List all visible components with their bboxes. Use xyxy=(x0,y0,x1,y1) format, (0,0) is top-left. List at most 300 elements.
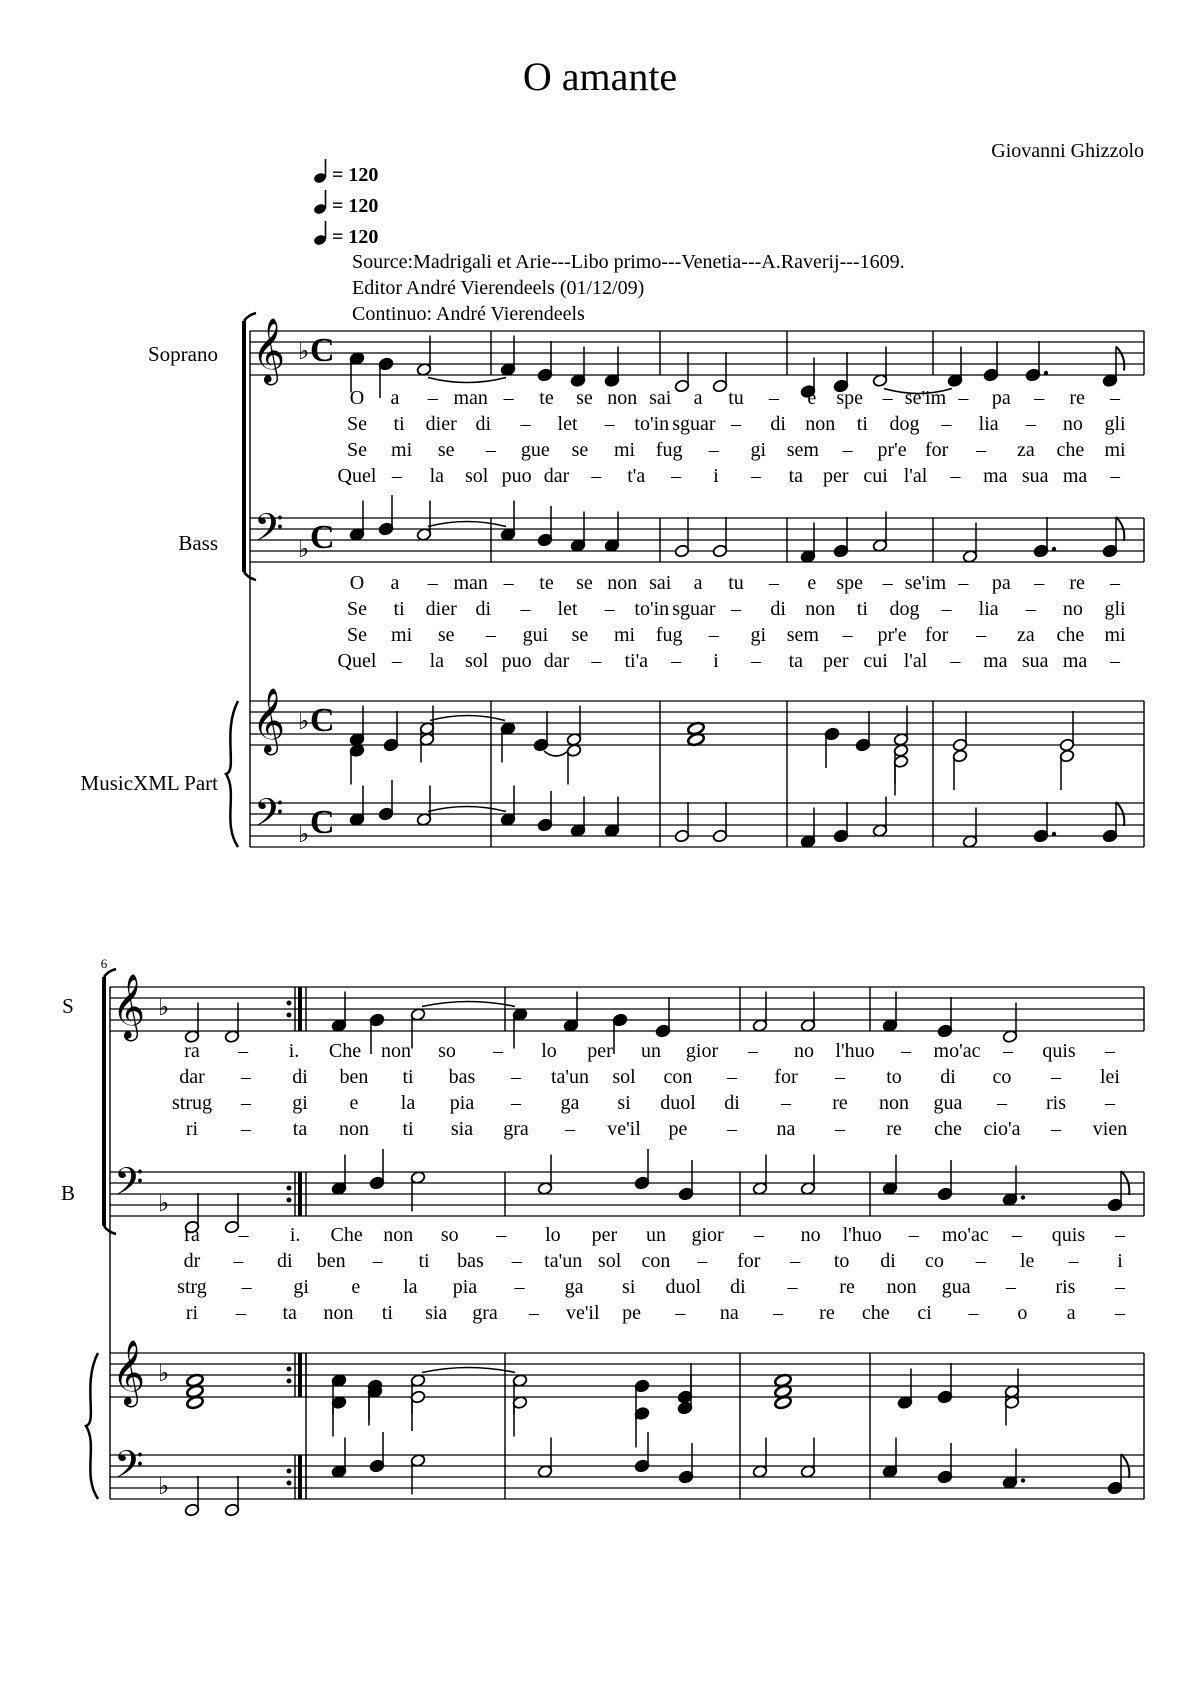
quarter-note xyxy=(1025,341,1048,382)
part-name-bass: Bass xyxy=(178,531,218,555)
quarter-note xyxy=(882,1155,898,1196)
lyric-syllable: – xyxy=(1034,572,1045,594)
lyric-syllable: gi xyxy=(750,624,767,646)
lyric-syllable: l'al xyxy=(903,650,928,672)
tempo-mark xyxy=(313,190,379,217)
half-note xyxy=(952,711,968,752)
quarter-note xyxy=(378,780,394,821)
lyric-syllable: lei xyxy=(1100,1066,1120,1088)
lyric-syllable: le xyxy=(1019,1250,1035,1272)
quarter-note xyxy=(678,1443,694,1484)
quarter-note xyxy=(678,1160,694,1201)
lyric-syllable: – xyxy=(241,1118,251,1140)
lyric-syllable: – xyxy=(842,624,853,646)
lyric-syllable: dier xyxy=(425,413,457,435)
lyric-syllable: – xyxy=(787,1276,798,1298)
lyric-syllable: – xyxy=(835,1118,845,1140)
lyric-syllable: – xyxy=(391,650,402,672)
time-signature: C xyxy=(310,332,335,369)
repeat-dot xyxy=(287,1186,292,1191)
lyric-syllable: gli xyxy=(1104,413,1126,435)
lyric-syllable: e xyxy=(807,387,817,409)
lyric-syllable: – xyxy=(372,1250,383,1272)
lyric-syllable: to'in xyxy=(634,598,670,620)
lyric-syllable: cio'a xyxy=(983,1118,1021,1140)
lyric-syllable: re xyxy=(832,1092,848,1114)
lyric-syllable: se'im xyxy=(904,387,947,409)
lyric-syllable: sguar xyxy=(672,598,716,620)
lyric-syllable: – xyxy=(773,1302,784,1324)
lyric-syllable: let xyxy=(557,413,578,435)
lyric-syllable: puo xyxy=(501,465,532,487)
lyric-syllable: – xyxy=(882,387,893,409)
lyric-syllable: no xyxy=(1062,598,1083,620)
quarter-note xyxy=(537,791,553,832)
lyric-syllable: con xyxy=(663,1066,693,1088)
lyric-syllable: – xyxy=(950,650,961,672)
lyric-syllable: – xyxy=(427,387,438,409)
lyric-syllable: di xyxy=(730,1276,746,1298)
tie xyxy=(422,1368,515,1373)
repeat-dot xyxy=(287,1481,292,1486)
lyric-syllable: dog xyxy=(889,413,920,435)
lyric-syllable: e xyxy=(807,572,817,594)
flat-key-signature: ♭ xyxy=(298,820,310,848)
half-note xyxy=(1059,711,1075,752)
lyric-syllable: – xyxy=(241,1092,251,1114)
repeat-dot xyxy=(287,1367,292,1372)
lyric-syllable: – xyxy=(591,465,602,487)
lyric-syllable: – xyxy=(976,439,987,461)
lyric-syllable: gior xyxy=(685,1040,719,1062)
lyric-syllable: – xyxy=(835,1066,845,1088)
lyric-syllable: lo xyxy=(541,1040,557,1062)
lyric-syllable: – xyxy=(671,650,682,672)
lyric-syllable: – xyxy=(1105,1040,1115,1062)
lyric-syllable: se'im xyxy=(904,572,947,594)
lyric-syllable: e xyxy=(351,1276,361,1298)
lyric-syllable: Che xyxy=(328,1040,362,1062)
lyric-syllable: sguar xyxy=(672,413,716,435)
eighth-note xyxy=(1102,802,1124,843)
lyric-syllable: – xyxy=(485,624,496,646)
quarter-note xyxy=(937,997,953,1038)
lyric-syllable: ti xyxy=(381,1302,393,1324)
half-note xyxy=(952,749,968,790)
lyric-syllable: sia xyxy=(450,1118,474,1140)
half-note xyxy=(674,517,690,558)
lyric-syllable: sai xyxy=(649,387,672,409)
lyric-syllable: non xyxy=(383,1224,414,1246)
quarter-note xyxy=(937,1443,953,1484)
lyric-syllable: quis xyxy=(1051,1224,1086,1246)
lyric-syllable: – xyxy=(950,465,961,487)
lyric-syllable: di xyxy=(292,1066,308,1088)
lyric-syllable: – xyxy=(1115,1224,1125,1246)
lyric-syllable: mi xyxy=(1104,624,1126,646)
lyric-syllable: gue xyxy=(520,439,550,461)
lyric-syllable: – xyxy=(528,1302,539,1324)
lyric-syllable: man xyxy=(453,572,488,594)
lyric-syllable: non xyxy=(879,1092,909,1114)
lyric-syllable: che xyxy=(934,1118,962,1140)
lyric-syllable: – xyxy=(671,465,682,487)
lyric-syllable: za xyxy=(1016,624,1035,646)
quarter-note xyxy=(537,341,553,382)
half-note xyxy=(674,352,690,393)
half-note xyxy=(537,1155,553,1196)
lyric-syllable: gua xyxy=(933,1092,963,1114)
lyric-syllable: per xyxy=(591,1224,618,1246)
lyric-syllable: – xyxy=(941,598,952,620)
lyric-syllable: re xyxy=(839,1276,855,1298)
lyric-syllable: mo'ac xyxy=(933,1040,981,1062)
tempo-markings xyxy=(313,159,379,248)
lyric-syllable: – xyxy=(1115,1276,1125,1298)
lyric-syllable: – xyxy=(958,572,969,594)
lyric-syllable: di xyxy=(770,598,786,620)
part-name-bass-short: B xyxy=(60,1181,76,1205)
lyric-syllable: ti xyxy=(402,1118,414,1140)
tempo-mark-2: = 120 xyxy=(332,195,379,217)
lyric-syllable: i. xyxy=(288,1040,300,1062)
lyric-syllable: la xyxy=(400,1092,416,1114)
lyric-syllable: non xyxy=(339,1118,369,1140)
lyric-syllable: gi xyxy=(293,1276,309,1298)
lyric-syllable: – xyxy=(790,1250,801,1272)
lyric-syllable: – xyxy=(908,1224,919,1246)
lyric-syllable: non xyxy=(381,1040,411,1062)
lyric-syllable: ma xyxy=(983,465,1008,487)
flat-key-signature: ♭ xyxy=(158,993,170,1021)
quarter-note xyxy=(369,1149,385,1190)
quarter-note xyxy=(331,1396,347,1437)
lyric-syllable: che xyxy=(861,1302,890,1324)
lyric-syllable: te xyxy=(539,387,554,409)
bass-clef: 𝄢 xyxy=(254,505,284,559)
lyric-syllable: ma xyxy=(983,650,1008,672)
lyric-syllable: ri xyxy=(185,1118,199,1140)
repeat-dot xyxy=(287,1379,292,1384)
lyric-syllable: te xyxy=(539,572,554,594)
quarter-note xyxy=(833,802,849,843)
lyric-syllable: ti xyxy=(393,413,405,435)
treble-clef: 𝄞 xyxy=(112,974,146,1039)
lyric-syllable: – xyxy=(997,1092,1007,1114)
bass-clef: 𝄢 xyxy=(114,1159,144,1213)
quarter-note xyxy=(512,1008,528,1049)
half-note xyxy=(410,1390,426,1431)
lyric-syllable: gior xyxy=(691,1224,724,1246)
tie xyxy=(428,807,506,812)
lyric-syllable: – xyxy=(968,1302,979,1324)
lyric-syllable: a xyxy=(390,387,400,409)
repeat-dot xyxy=(287,1469,292,1474)
quarter-note xyxy=(500,501,516,542)
lyric-syllable: per xyxy=(822,465,849,487)
half-note xyxy=(712,517,728,558)
lyric-syllable: za xyxy=(1016,439,1035,461)
eighth-note xyxy=(1107,1171,1129,1212)
lyric-syllable: di xyxy=(475,413,492,435)
lyric-syllable: che xyxy=(1056,439,1085,461)
lyric-syllable: non xyxy=(805,413,836,435)
lyric-syllable: ve'il xyxy=(607,1118,641,1140)
half-note xyxy=(800,1155,816,1196)
lyric-syllable: ma xyxy=(1062,650,1088,672)
lyric-syllable: ta xyxy=(788,650,804,672)
lyric-syllable: sua xyxy=(1021,650,1049,672)
lyric-syllable: ve'il xyxy=(565,1302,600,1324)
quarter-note xyxy=(612,1013,628,1054)
lyric-syllable: – xyxy=(514,1276,525,1298)
piano-brace xyxy=(226,701,238,847)
lyric-syllable: ti xyxy=(418,1250,430,1272)
lyric-syllable: – xyxy=(238,1040,248,1062)
half-note xyxy=(224,1193,240,1234)
lyric-syllable: ris xyxy=(1046,1092,1066,1114)
half-note xyxy=(566,744,582,785)
lyric-syllable: mi xyxy=(613,624,636,646)
continuo-treble-staff-2 xyxy=(110,1353,1144,1397)
quarter-note xyxy=(349,744,365,785)
lyric-syllable: so xyxy=(440,1224,459,1246)
lyric-syllable: – xyxy=(235,1302,246,1324)
lyric-syllable: a xyxy=(693,387,703,409)
lyric-syllable: co xyxy=(992,1066,1012,1088)
lyric-syllable: non xyxy=(886,1276,917,1298)
flat-key-signature: ♭ xyxy=(298,535,310,563)
quarter-note xyxy=(331,1155,347,1196)
lyric-syllable: – xyxy=(697,1250,708,1272)
lyric-syllable: – xyxy=(565,1118,575,1140)
lyric-syllable: pa xyxy=(991,387,1011,409)
lyric-syllable: sol xyxy=(465,650,489,672)
time-signature: C xyxy=(310,519,335,556)
lyric-syllable: ti xyxy=(856,598,868,620)
lyric-syllable: – xyxy=(427,572,438,594)
lyric-syllable: – xyxy=(241,1066,251,1088)
treble-clef: 𝄞 xyxy=(252,318,286,383)
lyric-syllable: pr'e xyxy=(877,624,907,646)
lyric-syllable: let xyxy=(557,598,578,620)
half-note xyxy=(674,802,690,843)
lyric-syllable: co xyxy=(924,1250,944,1272)
lyric-syllable: i xyxy=(1117,1250,1123,1272)
treble-clef: 𝄞 xyxy=(252,688,286,753)
half-note xyxy=(712,802,728,843)
quarter-note xyxy=(824,727,840,768)
lyric-syllable: – xyxy=(842,439,853,461)
lyric-syllable: – xyxy=(1110,572,1120,594)
piece-title: O amante xyxy=(522,54,678,99)
lyric-syllable: strug xyxy=(172,1092,212,1114)
lyric-syllable: – xyxy=(520,413,531,435)
lyric-syllable: – xyxy=(511,1092,521,1114)
half-note xyxy=(416,501,432,542)
quarter-note xyxy=(634,1149,650,1190)
lyric-syllable: – xyxy=(1105,1092,1115,1114)
lyric-syllable: – xyxy=(1068,1250,1079,1272)
lyric-syllable: dog xyxy=(889,598,920,620)
lyric-syllable: se xyxy=(571,439,589,461)
half-note xyxy=(224,1476,240,1517)
lyric-syllable: pia xyxy=(452,1276,478,1298)
lyric-syllable: ti xyxy=(856,413,868,435)
lyric-syllable: – xyxy=(882,572,893,594)
lyric-syllable: – xyxy=(238,1224,249,1246)
lyric-syllable: i. xyxy=(289,1224,301,1246)
part-name-soprano-short: S xyxy=(62,994,74,1018)
quarter-note xyxy=(500,722,516,763)
notation-layer xyxy=(86,313,1144,1517)
quarter-note xyxy=(882,1438,898,1479)
lyric-syllable: cui xyxy=(863,465,888,487)
lyric-syllable: la xyxy=(429,650,445,672)
lyric-syllable: ri xyxy=(185,1302,199,1324)
lyric-syllable: fug xyxy=(655,624,683,646)
lyric-syllable: a xyxy=(390,572,400,594)
lyric-syllable: t'a xyxy=(627,465,646,487)
lyric-syllable: gli xyxy=(1104,598,1126,620)
lyric-syllable: re xyxy=(886,1118,902,1140)
lyric-syllable: – xyxy=(754,1224,765,1246)
lyric-syllable: tu xyxy=(728,387,744,409)
repeat-dot xyxy=(287,1001,292,1006)
lyric-syllable: dar xyxy=(543,650,570,672)
quarter-note xyxy=(378,495,394,536)
lyric-syllable: sai xyxy=(649,572,672,594)
lyric-syllable: gi xyxy=(292,1092,308,1114)
lyric-syllable: na xyxy=(719,1302,739,1324)
tie xyxy=(430,716,505,721)
time-signature: C xyxy=(310,702,335,739)
lyric-syllable: se xyxy=(576,387,593,409)
lyric-syllable: tu xyxy=(728,572,744,594)
lyric-syllable: ga xyxy=(560,1092,580,1114)
lyric-syllable: gra xyxy=(503,1118,529,1140)
lyric-syllable: se xyxy=(437,439,455,461)
lyric-syllable: mi xyxy=(1104,439,1126,461)
lyric-syllable: quis xyxy=(1042,1040,1076,1062)
half-note xyxy=(893,755,909,796)
lyric-syllable: lo xyxy=(545,1224,561,1246)
quarter-note xyxy=(349,786,365,827)
half-note xyxy=(416,786,432,827)
lyric-syllable: l'huo xyxy=(842,1224,882,1246)
half-note xyxy=(752,1155,768,1196)
lyric-syllable: mi xyxy=(613,439,636,461)
continuo-bass-staff-2 xyxy=(110,1455,1144,1499)
lyric-syllable: a xyxy=(693,572,703,594)
lyric-syllable: ta'un xyxy=(544,1250,583,1272)
lyric-syllable: ben xyxy=(316,1250,346,1272)
lyric-syllable: dr xyxy=(183,1250,201,1272)
lyric-syllable: – xyxy=(768,387,779,409)
lyric-syllable: – xyxy=(511,1250,522,1272)
lyric-syllable: – xyxy=(750,465,761,487)
lyric-syllable: gra xyxy=(472,1302,498,1324)
lyric-syllable: O xyxy=(349,387,365,409)
lyric-syllable: – xyxy=(750,650,761,672)
lyric-syllable: l'huo xyxy=(835,1040,875,1062)
lyric-syllable: di xyxy=(724,1092,740,1114)
tempo-mark-1: = 120 xyxy=(332,164,379,186)
tempo-mark-3: = 120 xyxy=(332,226,379,248)
tie xyxy=(428,378,506,383)
flat-key-signature: ♭ xyxy=(158,1189,170,1217)
lyric-syllable: Quel xyxy=(337,465,377,487)
treble-clef: 𝄞 xyxy=(112,1340,146,1405)
lyric-syllable: cui xyxy=(863,650,888,672)
flat-key-signature: ♭ xyxy=(158,1472,170,1500)
tie xyxy=(422,1002,515,1007)
lyric-syllable: ti xyxy=(393,598,405,620)
quarter-note xyxy=(349,501,365,542)
lyric-syllable: – xyxy=(941,413,952,435)
lyric-syllable: e xyxy=(349,1092,359,1114)
lyric-syllable: na xyxy=(776,1118,796,1140)
lyric-syllable: – xyxy=(768,572,779,594)
lyric-syllable: – xyxy=(391,465,402,487)
lyric-syllable: ta xyxy=(788,465,804,487)
quarter-note xyxy=(937,1160,953,1201)
lyric-syllable: bas xyxy=(448,1066,476,1088)
lyric-syllable: – xyxy=(503,572,514,594)
lyric-syllable: – xyxy=(233,1250,244,1272)
lyric-syllable: – xyxy=(493,1040,503,1062)
lyric-syllable: no xyxy=(800,1224,821,1246)
lyric-syllable: gi xyxy=(750,439,767,461)
lyric-syllable: ti xyxy=(402,1066,414,1088)
lyric-syllable: un xyxy=(641,1040,661,1062)
lyric-syllable: Se xyxy=(347,624,367,646)
quarter-note xyxy=(367,1385,383,1426)
continuo-note: Continuo: André Vierendeels xyxy=(352,303,585,325)
lyric-syllable: to xyxy=(886,1066,902,1088)
lyric-syllable: non xyxy=(607,572,638,594)
soprano-staff-2 xyxy=(110,987,1144,1031)
lyric-syllable: un xyxy=(646,1224,666,1246)
repeat-dot xyxy=(287,1198,292,1203)
lyric-syllable: – xyxy=(1003,1040,1013,1062)
lyric-syllable: dier xyxy=(425,598,457,620)
half-note xyxy=(752,1438,768,1479)
lyric-syllable: – xyxy=(1115,1302,1125,1324)
lyric-syllable: ma xyxy=(1062,465,1088,487)
lyric-syllable: di xyxy=(940,1066,956,1088)
lyric-syllable: to'in xyxy=(634,413,670,435)
half-note xyxy=(800,1438,816,1479)
lyric-syllable: pe xyxy=(668,1118,688,1140)
lyric-syllable: sol xyxy=(612,1066,636,1088)
lyric-syllable: i xyxy=(713,465,719,487)
lyric-syllable: ti'a xyxy=(624,650,649,672)
lyric-syllable: ta xyxy=(292,1118,308,1140)
lyric-syllable: – xyxy=(511,1066,521,1088)
lyric-syllable: man xyxy=(453,387,488,409)
lyric-syllable: o xyxy=(1017,1302,1028,1324)
lyric-syllable: ta xyxy=(282,1302,297,1324)
lyric-syllable: se xyxy=(571,624,589,646)
lyric-syllable: dar xyxy=(179,1066,205,1088)
quarter-note xyxy=(1033,802,1056,843)
lyric-syllable: Che xyxy=(330,1224,363,1246)
lyric-syllable: – xyxy=(604,598,615,620)
lyric-syllable: no xyxy=(1062,413,1083,435)
lyric-syllable: – xyxy=(748,1040,758,1062)
quarter-note xyxy=(383,711,399,752)
